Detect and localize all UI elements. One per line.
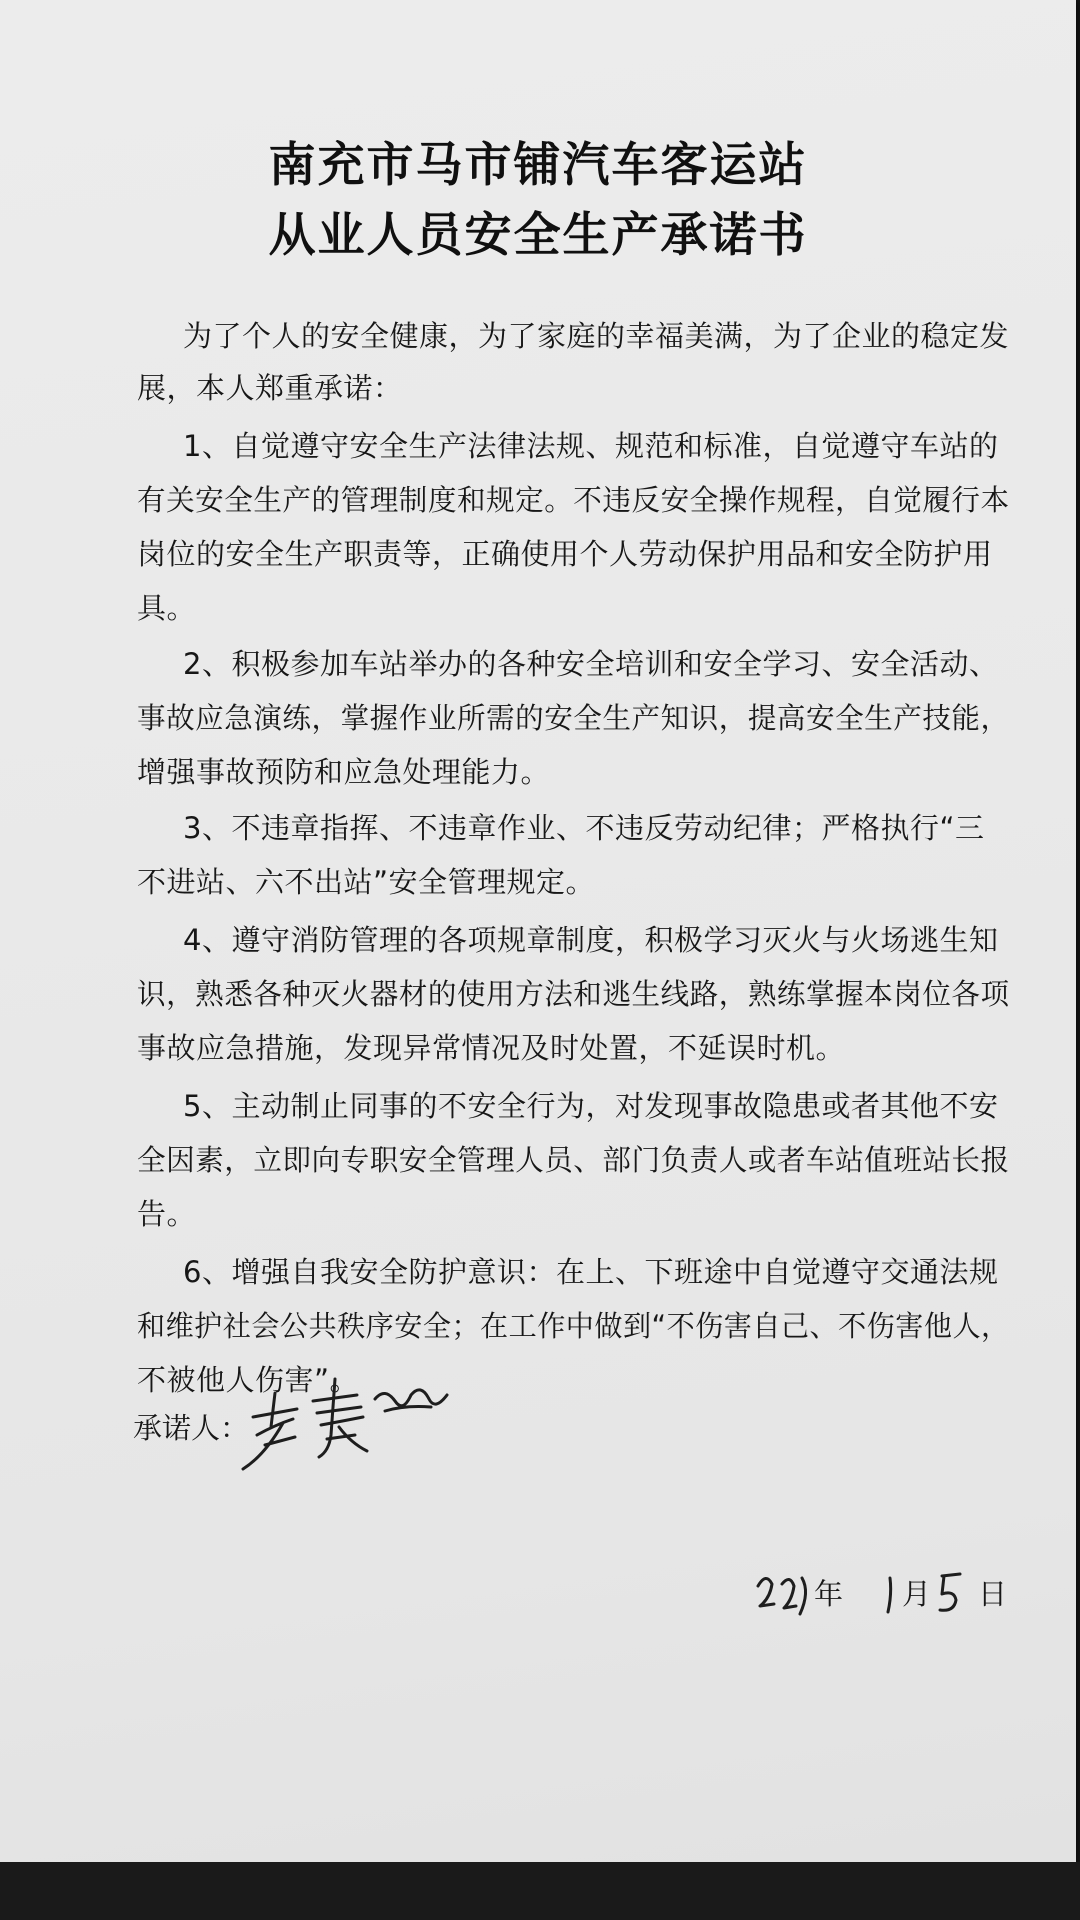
body-line: 具。 [137, 591, 197, 625]
date-year-suffix: 年 [814, 1577, 844, 1611]
handwritten-year [752, 1564, 814, 1620]
body-line: 不被他人伤害”。 [137, 1363, 360, 1397]
date-month-suffix: 月 [902, 1577, 932, 1611]
desk-background [0, 1862, 1080, 1920]
body-line: 有关安全生产的管理制度和规定。不违反安全操作规程，自觉履行本 [137, 483, 1010, 517]
body-line: 岗位的安全生产职责等，正确使用个人劳动保护用品和安全防护用 [137, 537, 993, 571]
body-line: 事故应急演练，掌握作业所需的安全生产知识，提高安全生产技能， [137, 701, 1010, 735]
document-title-line2: 从业人员安全生产承诺书 [268, 208, 808, 263]
body-line: 为了个人的安全健康，为了家庭的幸福美满，为了企业的稳定发 [183, 319, 1010, 353]
handwritten-day [936, 1570, 964, 1616]
handwritten-signature [235, 1365, 455, 1475]
body-line: 4、遵守消防管理的各项规章制度，积极学习灭火与火场逃生知 [183, 923, 999, 957]
body-line: 1、自觉遵守安全生产法律法规、规范和标准，自觉遵守车站的 [183, 429, 999, 463]
handwritten-month [880, 1574, 902, 1618]
signer-label: 承诺人： [133, 1411, 250, 1445]
body-line: 全因素，立即向专职安全管理人员、部门负责人或者车站值班站长报 [137, 1143, 1010, 1177]
body-line: 识，熟悉各种灭火器材的使用方法和逃生线路，熟练掌握本岗位各项 [137, 977, 1010, 1011]
body-line: 6、增强自我安全防护意识：在上、下班途中自觉遵守交通法规 [183, 1255, 999, 1289]
document-title-line1: 南充市马市铺汽车客运站 [268, 138, 808, 193]
body-line: 增强事故预防和应急处理能力。 [137, 755, 551, 789]
body-line: 和维护社会公共秩序安全；在工作中做到“不伤害自己、不伤害他人， [137, 1309, 1010, 1343]
body-line: 展，本人郑重承诺： [137, 371, 403, 405]
body-line: 不进站、六不出站”安全管理规定。 [137, 865, 596, 899]
body-line: 告。 [137, 1197, 197, 1231]
date-day-suffix: 日 [978, 1577, 1008, 1611]
date-line [752, 1558, 1032, 1628]
body-line: 2、积极参加车站举办的各种安全培训和安全学习、安全活动、 [183, 647, 999, 681]
body-line: 事故应急措施，发现异常情况及时处置，不延误时机。 [137, 1031, 846, 1065]
body-line: 3、不违章指挥、不违章作业、不违反劳动纪律；严格执行“三 [183, 811, 985, 845]
body-line: 5、主动制止同事的不安全行为，对发现事故隐患或者其他不安 [183, 1089, 999, 1123]
